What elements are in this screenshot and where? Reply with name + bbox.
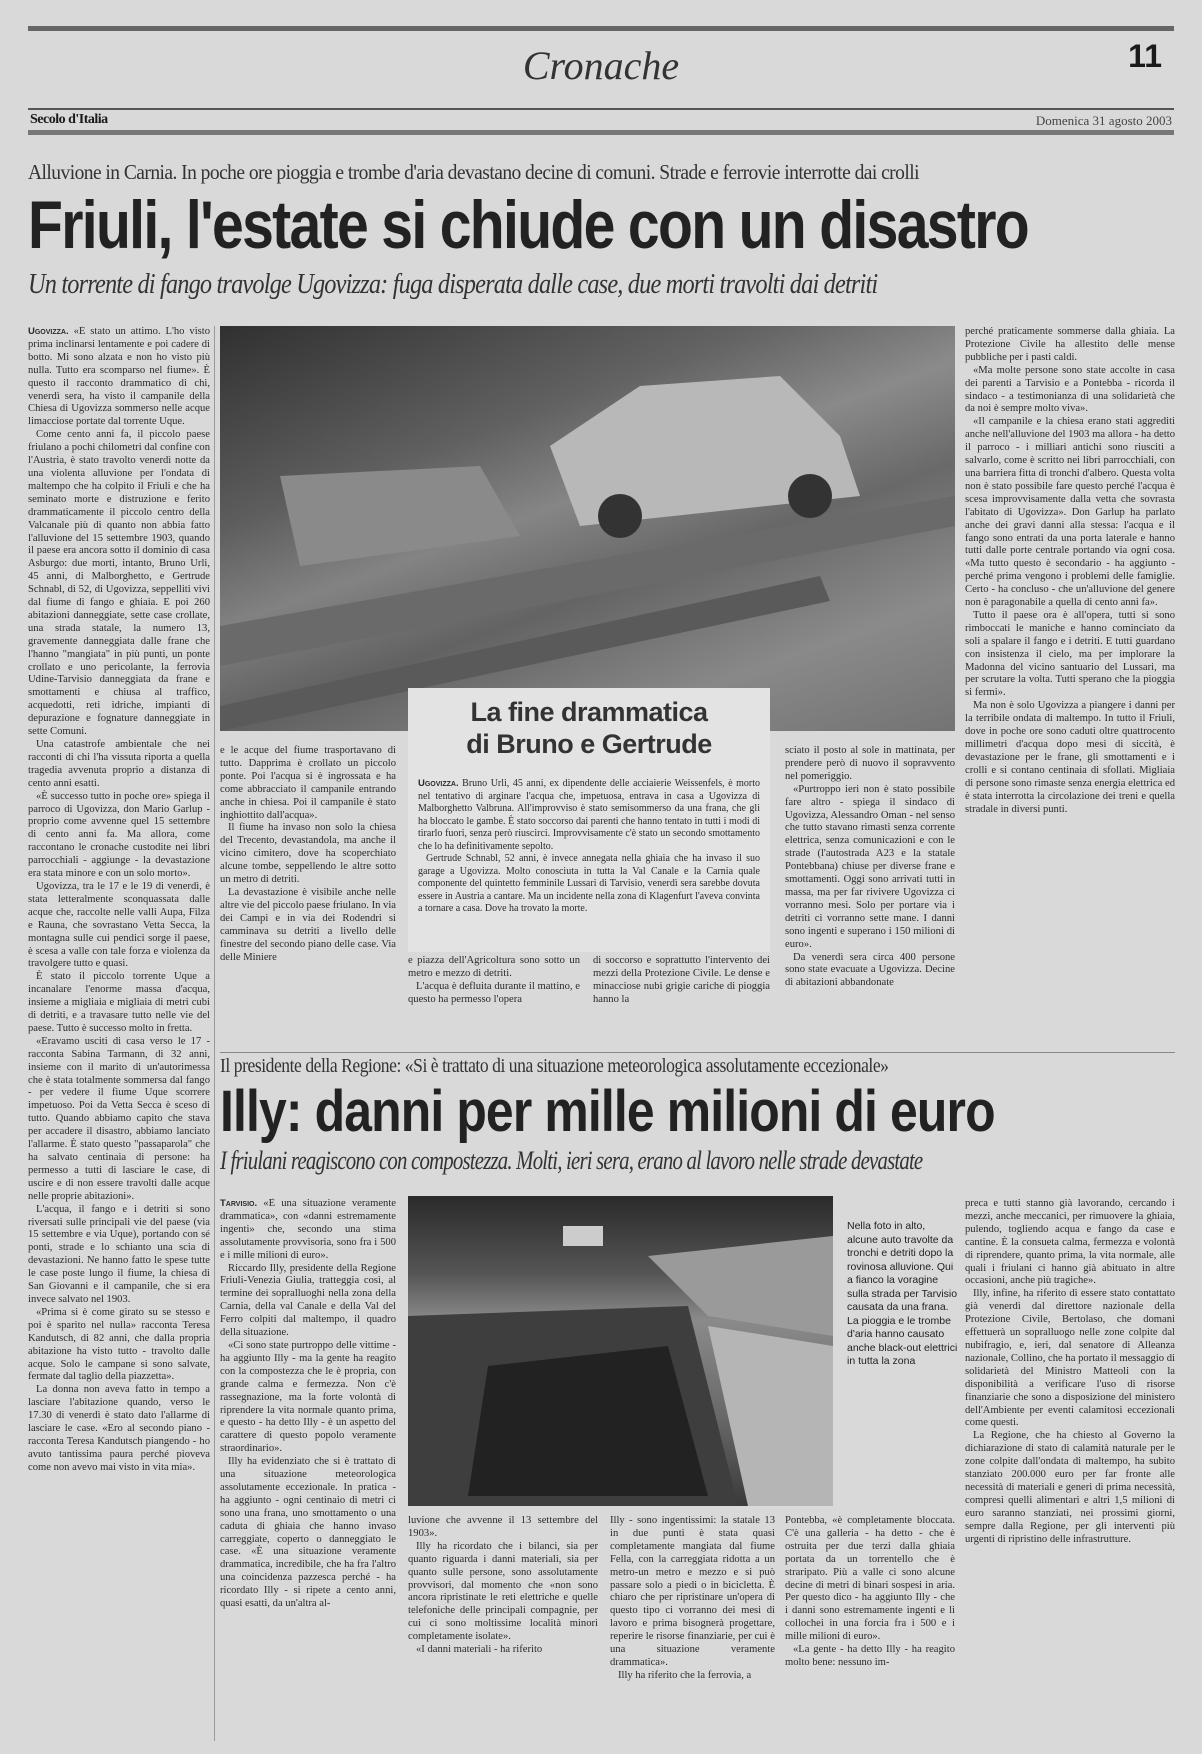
- text-paragraph: «Il campanile e la chiesa erano stati aggrediti anche nell'alluvione del 1903 ma allora - ha detto il parroco - i milliari antichi sono riusciti a salvarlo, come è scritto nei libri parrocchiali, con una barriera fitta di tronchi d'albero. Questa volta non è stato possibile fare questo perché l'acqua è scesa improvvisamente dalla vetta che sovrasta l'abitato di Ugovizza». Don Garlup ha parlato anche dei gravi danni alla stessa: l'acqua e il fango sono entrati da una porta laterale e hanno tutti dalle porte centrale portando via ogni cosa. «Ma tutto questo è secondario - ha aggiunto - perché prima vengono i problemi delle famiglie. Certo - ha concluso - che un'alluvione del genere non è paragonabile a quella di cento anni fa».: [965, 416, 1175, 609]
- text-paragraph: Ugovizza.: [418, 778, 459, 789]
- text-paragraph: Tutto il paese ora è all'opera, tutti si sono rimboccati le maniche e hanno cominciato da soli a spalare il fango e i detriti. E tutti guardano con insistenza il cielo, ma per implorare la Madonna del vicino santuario del Lussari, ma per scrutare la volta. Tutti sperano che la pioggia si fermi».: [965, 609, 1175, 699]
- text-paragraph: Da venerdì sera circa 400 persone sono state evacuate a Ugovizza. Decine di abitazioni abbandonate: [785, 951, 955, 989]
- article1-column-6: [965, 326, 1175, 1046]
- text-paragraph: Ugovizza, tra le 17 e le 19 di venerdì, è stata letteralmente sconquassata dalle acque che, raccolte nelle valli Aupa, Filza e Rauna, che sovrastano Vetta Secca, la montagna sulle cui pendici sorge il paese, è scesa a valle con tale forza e violenza da travolgere tutto e quasi.: [28, 880, 210, 970]
- sidebar-box: [408, 688, 770, 952]
- text-paragraph: Bruno Urli, 45 anni, ex dipendente delle acciaierie Weissenfels, è morto nel tentativo di arginare l'acqua che, impetuosa, entrava in casa a Ugovizza di Malborghetto Valbruna. All'improvviso è stato semisommerso da una frana, che gli ha bloccato le gambe. È stato soccorso dai parenti che hanno tentato in tutti i modi di tirarlo fuori, senza però riuscirci. Improvvisamente c'è stato un secondo smottamento che lo ha definitivamente sepolto.: [418, 778, 760, 852]
- top-rule: [28, 26, 1174, 31]
- paper-name: Secolo d'Italia: [30, 112, 108, 127]
- section-title: [0, 42, 1202, 89]
- text-paragraph: «La gente - ha detto Illy - ha reagito molto bene: nessuno im-: [785, 1644, 955, 1668]
- dateline: Ugovizza.: [28, 326, 69, 337]
- text-paragraph: L'acqua è defluita durante il mattino, e questo ha permesso l'opera: [408, 980, 580, 1005]
- article2-column-4: [785, 1515, 955, 1743]
- text-paragraph: luvione che avvenne il 13 settembre del 1903».: [408, 1515, 598, 1539]
- text-paragraph: «Eravamo usciti di casa verso le 17 - racconta Sabina Tarmann, di 32 anni, insieme con il marito di un'autorimessa che è stata totalmente sommersa dal fango - per vedere il fiume Uque scorrere impetuoso. Poi da Vetta Secca è sceso di tutto. Quando abbiamo capito che stava per accadere il disastro, abbiamo lanciato l'allarme. È stato questo "passaparola" che ha salvato centinaia di persone: ha permesso a tutti di lasciare le case, di uscire e di non essere travolti dalle acque nelle proprie abitazioni».: [28, 1035, 210, 1202]
- text-paragraph: Illy ha ricordato che i bilanci, sia per quanto riguarda i danni materiali, sia per quanto sulle persone, sono assolutamente provvisori, dal momento che «non sono ancora ripristinate le reti elettriche e quelle telefoniche delle principali compagnie, per cui ci sono moltissime località minori completamente isolate».: [408, 1540, 598, 1643]
- text-paragraph: Il fiume ha invaso non solo la chiesa del Trecento, devastandola, ma anche il vicino cimitero, dove ha scoperchiato alcune tombe, seppellendo le altre sotto un metro di detriti.: [220, 822, 396, 886]
- photo-illustration: [220, 326, 955, 731]
- article2-column-1: [220, 1198, 396, 1743]
- text-paragraph: Illy, infine, ha riferito di essere stato contattato già venerdì dal direttore nazionale della Protezione Civile, Bertolaso, che domani effettuerà un sopralluogo nelle zone colpite dal nubifragio, e, ieri, dal senatore di Alleanza nazionale, Collino, che ha portato il messaggio di solidarietà del Ministro Matteoli con la disponibilità a verificare l'uso di risorse finanziarie che sono a disposizione del ministero dell'Ambiente per eventi calamitosi eccezionali come questi.: [965, 1288, 1175, 1429]
- photo-caption: Nella foto in alto, alcune auto travolte da tronchi e detriti dopo la rovinosa alluvione. Qui a fianco la voragine sulla strada per Tarvisio causata da una frana. La pioggia e le trombe d'aria hanno causato anche black-out elettrici in tutta la zona: [847, 1220, 958, 1367]
- article2-kicker: Il presidente della Regione: «Si è trattato di una situazione meteorologica assolutamente eccezionale»: [220, 1056, 889, 1077]
- article2-column-3: [610, 1515, 775, 1743]
- text-paragraph: «Ci sono state purtroppo delle vittime - ha aggiunto Illy - ma la gente ha reagito con la compostezza che le è propria, con grande calma e fermezza. Non c'è rassegnazione, ma la forte volontà di riprendere la vita normale quanto prima, e questo - ha detto Illy - è un aspetto del carattere di questo popolo veramente straordinario».: [220, 1339, 396, 1455]
- text-paragraph: e piazza dell'Agricoltura sono sotto un metro e mezzo di detriti.: [408, 955, 580, 979]
- article2-column-2: [408, 1515, 598, 1743]
- text-paragraph: L'acqua, il fango e i detriti si sono riversati sulle principali vie del paese (via 15 settembre e via Uque), portando con sé ponti, strade e lo schianto una scia di devastazioni. Ne hanno fatto le spese tutte le case poste lungo il fiume, la chiesa di San Giovanni e il campanile, che si era invece salvato nel 1903.: [28, 1203, 210, 1305]
- article1-column-5: [785, 745, 955, 1045]
- text-paragraph: La fine drammatica: [470, 697, 708, 727]
- text-paragraph: «I danni materiali - ha riferito: [416, 1644, 543, 1656]
- article1-kicker: Alluvione in Carnia. In poche ore pioggia e trombe d'aria devastano decine di comuni. Strade e ferrovie interrotte dai crolli: [28, 160, 919, 184]
- text-paragraph: e le acque del fiume trasportavano di tutto. Dapprima è crollato un piccolo ponte. Poi l'acqua si è ingrossata e ha come abbracciato il campanile entrando anche in chiesa. Poi il campanile è stato inghiottito dall'acqua».: [220, 745, 396, 821]
- text-paragraph: perché praticamente sommerse dalla ghiaia. La Protezione Civile ha allestito delle mense pubbliche per i pasti caldi.: [965, 326, 1175, 363]
- section-divider: [220, 1052, 1175, 1053]
- text-paragraph: Come cento anni fa, il piccolo paese friulano a pochi chilometri dal confine con l'Austria, è stato travolto venerdì notte da una violenta alluvione per l'ondata di maltempo che ha colpito il Friuli e che ha seminato morte e distruzione e ferito drammaticamente il piccolo centro della Valcanale più di quanto non abbia fatto l'alluvione del 15 settembre 1903, quando il paese era ancora sotto il dominio di casa Asburgo: due morti, intanto, Bruno Urli, 45 anni, di Malborghetto, e Gertrude Schnabl, di 52, di Ugovizza, seppelliti vivi dal fiume di fango e ghiaia. E poi 260 abitazioni danneggiate, sette case crollate, una strada statale, la numero 13, gravemente danneggiata dalle frane che l'hanno "mangiata" in più punti, un ponte crollato e uno pericolante, la ferrovia Udine-Tarvisio danneggiata da frane e smottamenti e chiusa al traffico, acquedotti, reti idriche, impianti di depurazione e fognature danneggiate in sette Comuni.: [28, 429, 210, 738]
- text-paragraph: «Ma molte persone sono state accolte in casa dei parenti a Tarvisio e a Pontebba - ricorda il sindaco - a testimonianza di una solidarietà che da noi è sempre molto viva».: [965, 364, 1175, 415]
- page-number: 11: [1128, 38, 1162, 74]
- header-rule-bottom: [28, 130, 1174, 135]
- text-paragraph: È stato il piccolo torrente Uque a incanalare l'enorme massa d'acqua, insieme a migliaia e migliaia di metri cubi di detriti, e a travasare tutto nelle vie del paese. Tutto è successo molto in fretta.: [28, 971, 210, 1034]
- article2-column-5: [965, 1198, 1175, 1743]
- text-paragraph: di soccorso e soprattutto l'intervento dei mezzi della Protezione Civile. Le dense e minacciose nubi grigie cariche di pioggia hanno la: [593, 955, 770, 1005]
- text-paragraph: «È stato un attimo. L'ho visto prima inclinarsi lentamente e poi cadere di botto. Mi sono alzata e non ho visto più nulla. Tutto era scomparso nel fiume». È questo il racconto drammatico di chi, venerdì sera, ha visto il campanile della Chiesa di Ugovizza sommerso nelle acque limacciose portate dal torrente Uque.: [28, 326, 210, 428]
- section-name: Cronache: [522, 43, 680, 88]
- text-paragraph: Pontebba, «è completamente bloccata. C'è una galleria - ha detto - che è ostruita per due terzi dalla ghiaia portata da un torrentello che è straripato. Più a valle ci sono alcune decine di metri di binari sospesi in aria. Per questo dico - ha aggiunto Illy - che i danni sono estremamente ingenti e li collochei in una forcia fra i 500 e i mille milioni di euro».: [785, 1515, 955, 1643]
- text-paragraph: di Bruno e Gertrude: [466, 729, 712, 759]
- text-paragraph: La devastazione è visibile anche nelle altre vie del piccolo paese friulano. In via dei Campi e in via dei Rodendri si camminava su detriti a livello delle finestre del secondo piano delle case. Via delle Miniere: [220, 886, 396, 963]
- text-paragraph: preca e tutti stanno già lavorando, cercando i mezzi, anche meccanici, per rimuovere la ghiaia, pulendo, togliendo acqua e fango da case e cantine. È la consueta calma, fermezza e volontà di riprendere, quanto prima, la vita normale, alle quali i friulani ci hanno già abituato in altre occasioni, anche più tragiche».: [965, 1198, 1175, 1287]
- text-paragraph: Ma non è solo Ugovizza a piangere i danni per la terribile ondata di maltempo. In tutto il Friuli, dove in poche ore sono caduti oltre quattrocento millimetri d'acqua dopo mesi di siccità, è devastazione per le frane, gli smottamenti e i crolli e si contano centinaia di sfollati. Migliaia di persone sono rimaste senza energia elettrica ed è stata interrotta la circolazione dei treni e quella stradale in diversi punti.: [965, 700, 1175, 815]
- header-rule: [28, 108, 1174, 110]
- article1-column-1: [28, 326, 210, 1741]
- text-paragraph: sciato il posto al sole in mattinata, per prendere però di nuovo il sopravvento nel pomeriggio.: [785, 745, 955, 782]
- text-paragraph: Illy ha riferito che la ferrovia, a: [618, 1669, 752, 1681]
- article1-column-3: [408, 955, 580, 1045]
- text-paragraph: Una catastrofe ambientale che nei racconti di chi l'ha vissuta riporta a quella tragedia avvenuta proprio a distanza di cento anni esatti.: [28, 739, 210, 789]
- text-paragraph: Tarvisio.: [220, 1198, 258, 1209]
- photo-illustration: [408, 1196, 833, 1506]
- text-paragraph: La donna non aveva fatto in tempo a lasciare l'abitazione quando, verso le 17.30 di venerdì è stato dato l'allarme di lasciare le case. «Ero al secondo piano - racconta Teresa Kandutsch piangendo - ho avuto tantissima paura perché pioveva come non avevo mai visto in vita mia».: [28, 1384, 210, 1473]
- text-paragraph: «È successo tutto in poche ore» spiega il parroco di Ugovizza, don Mario Garlup - proprio come avvenne quel 15 settembre di cento anni fa. Ma allora, come raccontano le cronache custodite nei libri parrocchiali - aggiunge - la devastazione era stata minore e con un solo morto».: [28, 790, 210, 880]
- column-divider: [214, 326, 215, 1741]
- article1-column-4: [593, 955, 770, 1045]
- box-text: [418, 778, 760, 916]
- landslide-road-photo: [408, 1196, 833, 1506]
- article2-subtitle: I friulani reagiscono con compostezza. Molti, ieri sera, erano al lavoro nelle strade devastate: [220, 1146, 923, 1175]
- article1-subtitle: Un torrente di fango travolge Ugovizza: fuga disperata dalle case, due morti travolti dai detriti: [28, 268, 878, 300]
- issue-date: Domenica 31 agosto 2003: [1035, 113, 1172, 128]
- text-paragraph: «Purtroppo ieri non è stato possibile fare altro - spiega il sindaco di Ugovizza, Alessandro Oman - nel senso che tutto stavano rimasti senza corrente elettrica, senza comunicazioni e con le strade (l'autostrada A23 e la statale Pontebbana) chiuse per diverse frane e smottamenti. Oggi sono arrivati tutti in massa, ma per far rivivere Ugovizza ci vorranno mesi. Solo per portare via i detriti ci vorranno sette mane. I danni sono ingenti e superano i 150 milioni di euro».: [785, 783, 955, 950]
- text-paragraph: Riccardo Illy, presidente della Regione Friuli-Venezia Giulia, tratteggia così, al termine dei sopralluoghi nella zona della Carnia, della val Canale e della Val del Ferro colpiti dal maltempo, il quadro della situazione.: [220, 1262, 396, 1339]
- text-paragraph: La Regione, che ha chiesto al Governo la dichiarazione di stato di calamità naturale per le zone colpite dall'ondata di maltempo, ha subito stanziato 200.000 euro per far fronte alle necessità di materiali e generi di prima necessità, compresi quelli alimentari e altri 1,5 milioni di euro saranno stanziati, nei prossimi giorni, sempre dalla Regione, per gli interventi più urgenti di ripristino delle infrastrutture.: [965, 1430, 1175, 1545]
- article2-headline: Illy: danni per mille milioni di euro: [220, 1079, 995, 1144]
- text-paragraph: Gertrude Schnabl, 52 anni, è invece annegata nella ghiaia che ha invaso il suo garage a Ugovizza. Molto conosciuta in tutta la Val Canale e la Carnia quale componente del quintetto femminile Lussari di Tarvisio, venerdì sera sarebbe dovuta essere in Austria a cantare. Ma un incidente nella zona di Klagenfurt l'aveva convinta a tornare a casa. Dove ha trovato la morte.: [418, 853, 760, 914]
- article1-headline: Friuli, l'estate si chiude con un disastro: [28, 187, 1028, 263]
- article1-column-2: [220, 745, 396, 1045]
- text-paragraph: Illy ha evidenziato che si è trattato di una situazione meteorologica assolutamente eccezionale. In pratica - ha aggiunto - ogni centinaio di metri ci sono una frana, uno smottamento o una caduta di ghiaia che hanno invaso carreggiate, coperto o danneggiato le case. «È una situazione veramente drammatica, incredibile, che ha fra l'altro una coincidenza pazzesca perché - ha ricordato Illy - si ripete a cento anni, quasi esatti, da un'altra al-: [220, 1456, 396, 1610]
- text-paragraph: «È una situazione veramente drammatica», con «danni estremamente ingenti» che, secondo una stima assolutamente provvisoria, sono fra i 500 e i mille milioni di euro».: [220, 1198, 396, 1261]
- flood-photo-cars-debris: [220, 326, 955, 731]
- text-paragraph: Illy - sono ingentissimi: la statale 13 in due punti è stata quasi completamente mangiata dal fiume Fella, con la carreggiata ridotta a un metro-un metro e mezzo e si può passare solo a piedi o in bicicletta. È chiaro che per ripristinare un'opera di questo tipo ci vorranno dei mesi di lavoro e prima bisognerà progettare, reperire le risorse finanziarie, per cui è una situazione veramente drammatica».: [610, 1515, 775, 1668]
- box-title: [418, 696, 760, 760]
- text-paragraph: «Prima si è come girato su se stesso e poi è sparito nel nulla» racconta Teresa Kandutsch, di 82 anni, che dalla propria abitazione ha visto tutto - travolto dalle acque. Solo le campane si sono salvate, fermate dal taglio della piazzetta».: [28, 1306, 210, 1383]
